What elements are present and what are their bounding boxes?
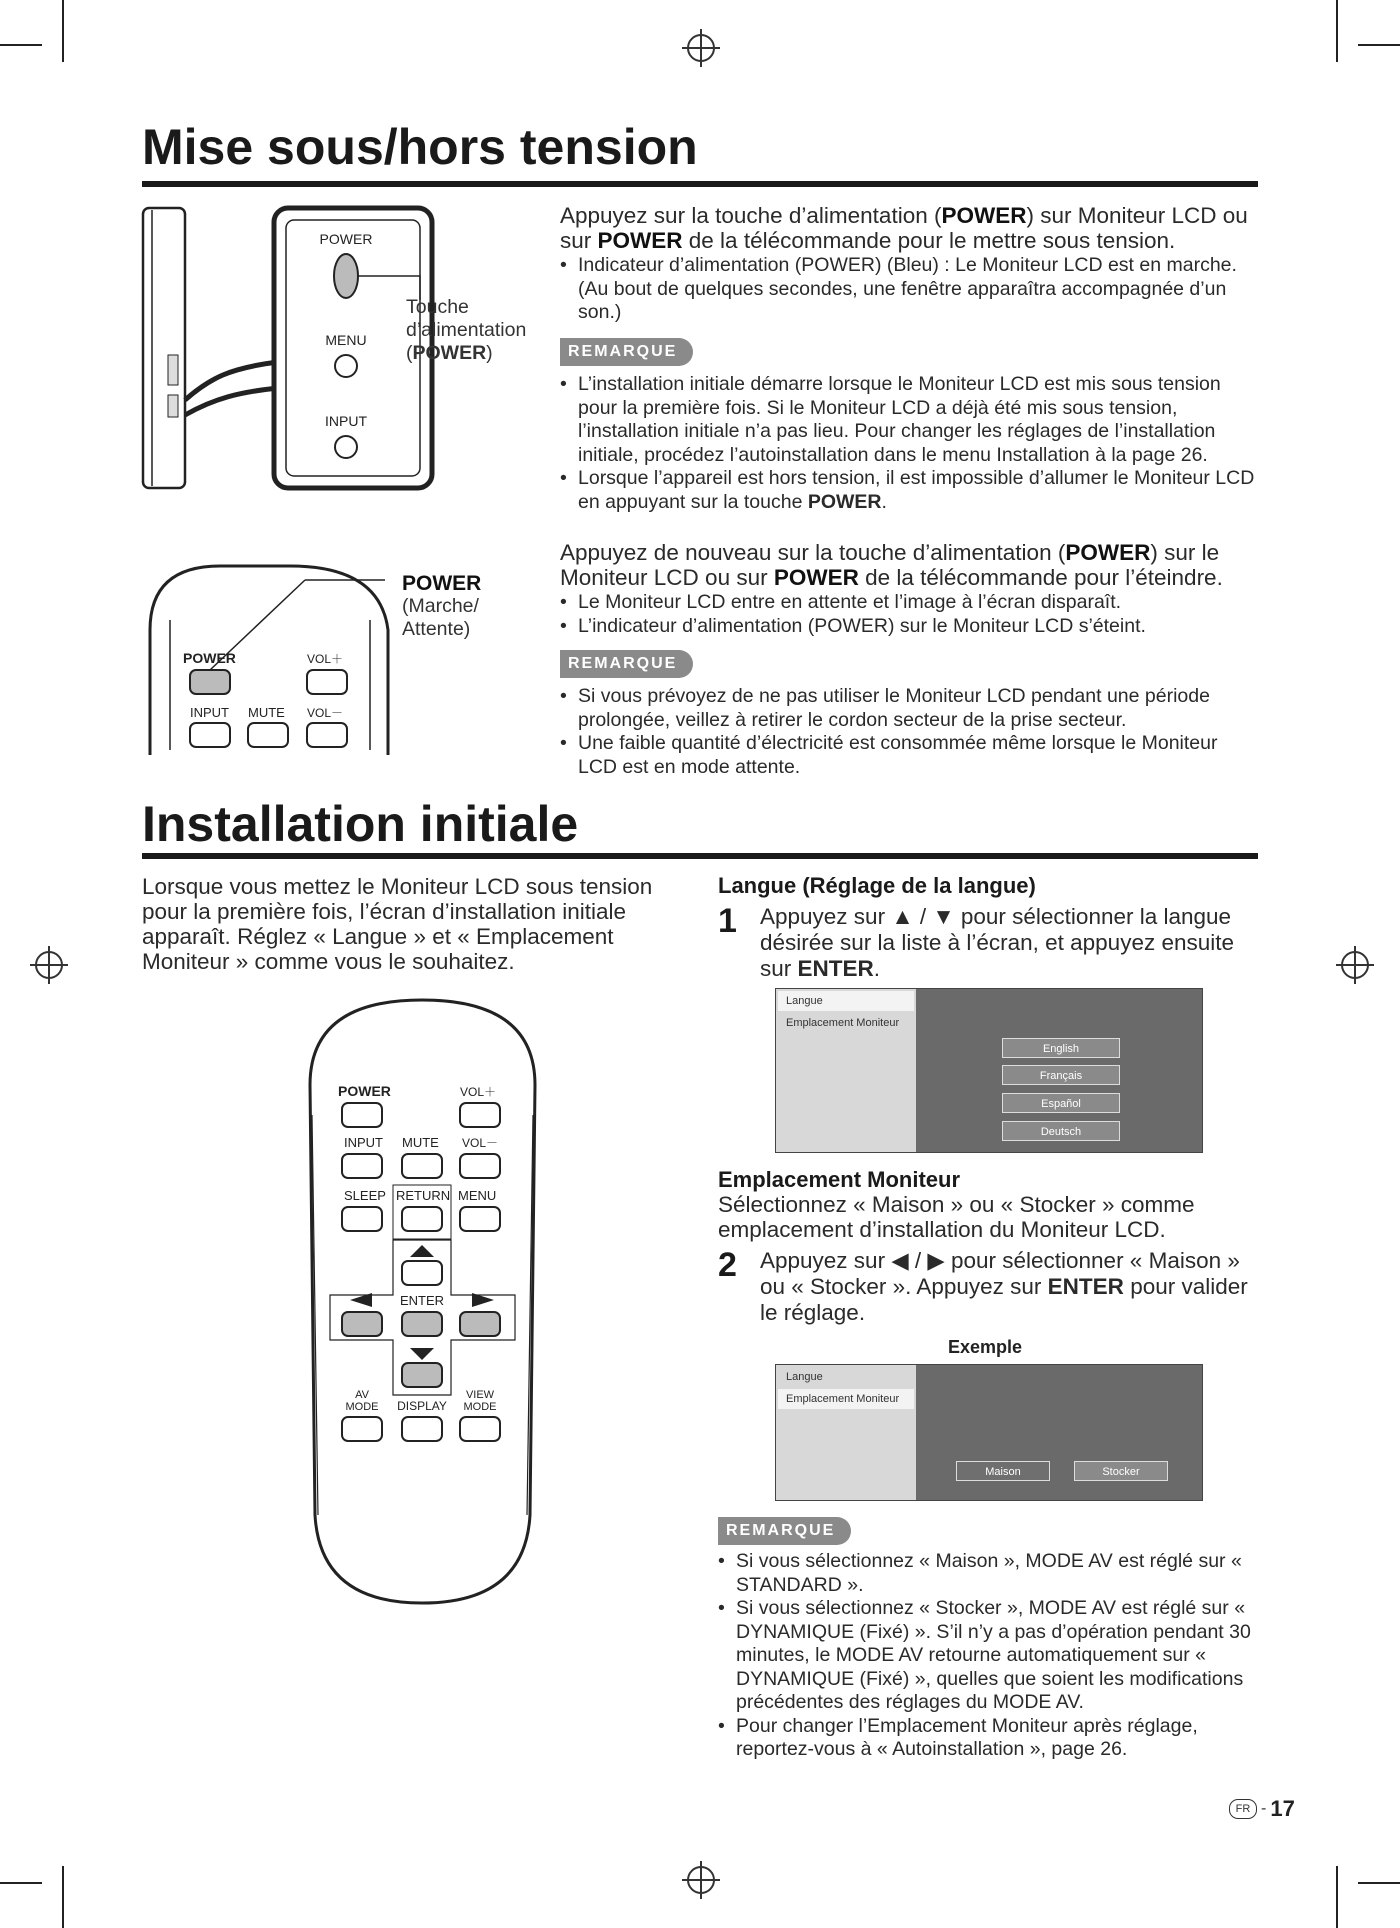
list-item: • Si vous prévoyez de ne pas utiliser le Moniteur LCD pendant une période prolongée, veillez à retirer le cordon secteur de la prise secteur. — [560, 685, 1260, 732]
list-item: • L’installation initiale démarre lorsque le Moniteur LCD est mis sous tension pour la première fois. Si le Moniteur LCD a déjà été mis sous tension, l’installation initiale n’a pas lieu. Pour changer les réglages de l’installation initiale, procédez l’autoinstallation dans le menu Installation à la page 26. — [560, 373, 1260, 467]
registration-mark-icon — [1341, 951, 1369, 979]
page-number: 17 — [1270, 1796, 1295, 1821]
remote-return-button[interactable] — [402, 1207, 442, 1231]
example-label: Exemple — [948, 1337, 1023, 1357]
screen-menu-item[interactable]: Langue — [786, 1371, 823, 1383]
remote-sleep-label: SLEEP — [344, 1188, 386, 1203]
language-option[interactable]: Deutsch — [1002, 1121, 1120, 1141]
crop-mark — [0, 1882, 42, 1884]
registration-mark-icon — [687, 34, 715, 62]
remote-enter-label: ENTER — [399, 1293, 445, 1308]
crop-mark — [1336, 0, 1338, 62]
up-down-arrows-icon: ▲ / ▼ — [891, 904, 955, 929]
power-on-bullets — [560, 254, 1240, 325]
registration-mark-icon — [687, 1866, 715, 1894]
location-option[interactable]: Maison — [956, 1461, 1050, 1481]
language-option[interactable]: English — [1002, 1038, 1120, 1058]
emplacement-desc: Sélectionnez « Maison » ou « Stocker » comme emplacement d’installation du Moniteur LCD. — [718, 1192, 1195, 1242]
remarque-badge: REMARQUE — [560, 650, 693, 678]
langue-heading: Langue (Réglage de la langue) — [718, 873, 1036, 898]
remote-input-button[interactable] — [342, 1154, 382, 1178]
remote-av-mode-button[interactable] — [342, 1417, 382, 1441]
emplacement-step-text: Appuyez sur ◀ / ▶ pour sélectionner « Maison » ou « Stocker ». Appuyez sur ENTER pour valider le réglage. — [760, 1248, 1248, 1325]
list-item: • Indicateur d’alimentation (POWER) (Bleu) : Le Moniteur LCD est en marche. (Au bout de quelques secondes, une fenêtre apparaîtra accompagnée d’un son.) — [560, 254, 1240, 325]
remarque2-bullets — [560, 685, 1260, 779]
list-item: • Pour changer l’Emplacement Moniteur après réglage, reportez-vous à « Autoinstallation », page 26. — [718, 1715, 1258, 1762]
list-item: • Le Moniteur LCD entre en attente et l’image à l’écran disparaît. — [560, 591, 1250, 615]
section-title-install: Installation initiale — [142, 796, 579, 852]
list-item: • Si vous sélectionnez « Maison », MODE AV est réglé sur « STANDARD ». — [718, 1550, 1258, 1597]
remote-mute-label: MUTE — [402, 1135, 439, 1150]
crop-mark — [1336, 1866, 1338, 1928]
remote-view-label: VIEW — [465, 1389, 495, 1401]
remote-av-label: AV — [355, 1389, 369, 1401]
crop-mark — [1358, 1882, 1400, 1884]
remote-down-button[interactable] — [402, 1363, 442, 1387]
remote-view-mode-button[interactable] — [460, 1417, 500, 1441]
remote-snippet-input-button[interactable] — [190, 723, 230, 747]
left-right-arrows-icon: ◀ / ▶ — [891, 1248, 945, 1273]
language-option[interactable]: Español — [1002, 1093, 1120, 1113]
remote-return-label: RETURN — [396, 1188, 451, 1203]
screen-menu-item[interactable]: Langue — [778, 991, 914, 1011]
remote-left-button[interactable] — [342, 1312, 382, 1336]
screen-menu-item[interactable]: Emplacement Moniteur — [786, 1017, 900, 1029]
monitor-menu-button[interactable] — [335, 355, 357, 377]
screen-menu-item[interactable]: Emplacement Moniteur — [778, 1389, 914, 1409]
langue-screen — [775, 988, 1203, 1153]
remarque-badge: REMARQUE — [560, 338, 693, 366]
remote-volminus-button[interactable] — [460, 1154, 500, 1178]
remote-view-mode-label: MODE — [463, 1401, 497, 1413]
power-off-bullets — [560, 591, 1250, 638]
remote-snippet-volminus-label: VOL－ — [307, 706, 344, 720]
step-number: 1 — [718, 902, 737, 940]
remarque3-bullets — [718, 1550, 1258, 1762]
location-option[interactable]: Stocker — [1074, 1461, 1168, 1481]
remote-right-button[interactable] — [460, 1312, 500, 1336]
remote-snippet-mute-label: MUTE — [248, 705, 285, 720]
remote-snippet-power-button[interactable] — [190, 670, 230, 694]
remarque1-bullets — [560, 373, 1260, 514]
monitor-power-button[interactable] — [334, 254, 358, 298]
crop-mark — [1358, 44, 1400, 46]
power-off-instruction: Appuyez de nouveau sur la touche d’alimentation (POWER) sur le Moniteur LCD ou sur POWER de la télécommande pour l’éteindre. — [560, 540, 1223, 590]
registration-mark-icon — [35, 951, 63, 979]
remote-display-label: DISPLAY — [397, 1399, 447, 1413]
footer-separator: - — [1261, 1800, 1267, 1817]
power-on-instruction: Appuyez sur la touche d’alimentation (POWER) sur Moniteur LCD ou sur POWER de la télécommande pour le mettre sous tension. — [560, 203, 1248, 253]
remote-up-button[interactable] — [402, 1261, 442, 1285]
install-intro: Lorsque vous mettez le Moniteur LCD sous tension pour la première fois, l’écran d’installation initiale apparaît. Réglez « Langue » et « Emplacement Moniteur » comme vous le souhaitez. — [142, 874, 653, 974]
remote-snippet-input-label: INPUT — [190, 705, 229, 720]
remote-power-label: POWER — [338, 1083, 391, 1099]
monitor-input-button[interactable] — [335, 436, 357, 458]
language-badge: FR — [1229, 1799, 1257, 1819]
remote-snippet-mute-button[interactable] — [248, 723, 288, 747]
section-rule — [142, 181, 1258, 187]
list-item: • Une faible quantité d’électricité est consommée même lorsque le Moniteur LCD est en mode attente. — [560, 732, 1260, 779]
remote-sleep-button[interactable] — [342, 1207, 382, 1231]
remote-power-button[interactable] — [342, 1103, 382, 1127]
remote-display-button[interactable] — [402, 1417, 442, 1441]
language-option[interactable]: Français — [1002, 1065, 1120, 1085]
monitor-power-callout: Touche d’alimentation (POWER) — [406, 296, 527, 364]
page-footer — [1229, 1796, 1295, 1822]
langue-step-text: Appuyez sur ▲ / ▼ pour sélectionner la langue désirée sur la liste à l’écran, et appuyez ensuite sur ENTER. — [760, 904, 1235, 981]
remote-power-callout: POWER (Marche/ Attente) — [402, 572, 482, 640]
crop-mark — [62, 0, 64, 62]
remote-menu-button[interactable] — [460, 1207, 500, 1231]
remote-snippet-power-label: POWER — [183, 650, 236, 666]
step-number: 2 — [718, 1246, 737, 1284]
list-item: • Lorsque l’appareil est hors tension, il est impossible d’allumer le Moniteur LCD en appuyant sur la touche POWER. — [560, 467, 1260, 514]
list-item: • L’indicateur d’alimentation (POWER) sur le Moniteur LCD s’éteint. — [560, 615, 1250, 639]
monitor-body — [143, 208, 185, 488]
crop-mark — [62, 1866, 64, 1928]
section-rule — [142, 853, 1258, 859]
remote-mute-button[interactable] — [402, 1154, 442, 1178]
crop-mark — [0, 44, 42, 46]
remarque-badge: REMARQUE — [718, 1517, 851, 1545]
remote-input-label: INPUT — [344, 1135, 383, 1150]
emplacement-screen — [775, 1364, 1203, 1501]
remote-volplus-button[interactable] — [460, 1103, 500, 1127]
list-item: • Si vous sélectionnez « Stocker », MODE AV est réglé sur « DYNAMIQUE (Fixé) ». S’il n’y a pas d’opération pendant 30 minutes, le MODE AV retourne automatiquement sur « DYNAMIQUE (Fixé) », quelles que soient les modifications précédentes des réglages du MODE AV. — [718, 1597, 1258, 1715]
remote-snippet-volplus-label: VOL＋ — [307, 652, 344, 666]
monitor-input-label: INPUT — [325, 413, 367, 429]
remote-menu-label: MENU — [458, 1188, 497, 1203]
remote-full-illustration — [300, 995, 545, 1610]
remote-enter-button[interactable] — [402, 1312, 442, 1336]
remote-snippet-volplus-button[interactable] — [307, 670, 347, 694]
monitor-power-label: POWER — [319, 231, 373, 247]
remote-volplus-label: VOL＋ — [460, 1085, 497, 1099]
emplacement-heading: Emplacement Moniteur — [718, 1167, 961, 1192]
remote-volminus-label: VOL－ — [462, 1136, 499, 1150]
monitor-menu-label: MENU — [325, 332, 367, 348]
remote-snippet-volminus-button[interactable] — [307, 723, 347, 747]
remote-snippet-illustration — [140, 560, 400, 755]
section-title-power: Mise sous/hors tension — [142, 119, 698, 175]
remote-av-mode-label: MODE — [345, 1401, 379, 1413]
